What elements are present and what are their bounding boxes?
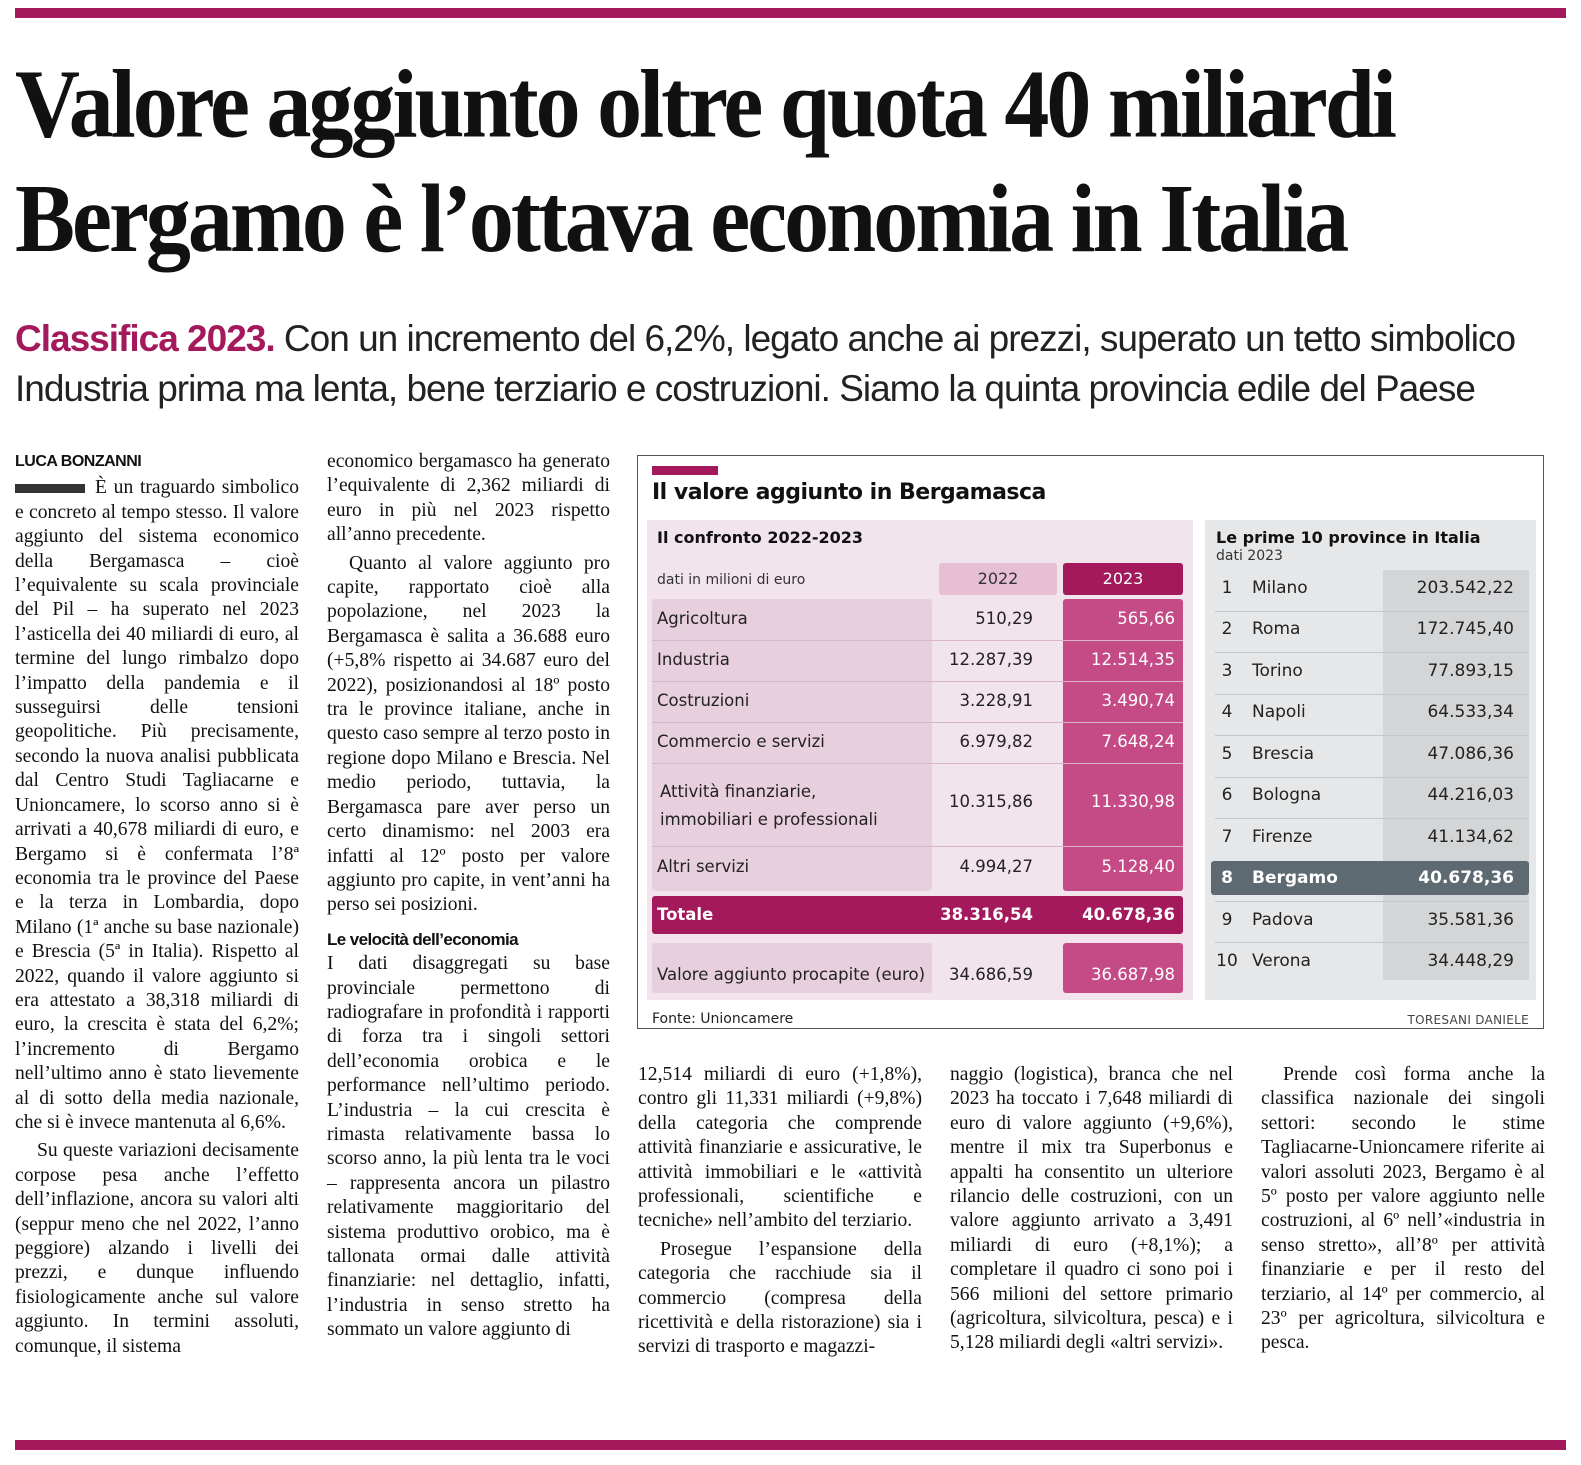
province-rank: 6 <box>1221 785 1233 805</box>
procapite-value-2022: 34.686,59 <box>949 965 1033 984</box>
subhead-kicker: Classifica 2023. <box>15 318 275 359</box>
row-label: Agricoltura <box>657 609 748 628</box>
total-value-2023: 40.678,36 <box>1082 905 1175 924</box>
row-value-2022: 510,29 <box>975 609 1033 628</box>
row-value-2022: 4.994,27 <box>959 857 1033 876</box>
row-value-2023: 12.514,35 <box>1091 650 1175 669</box>
col2-paragraph-1: economico bergamasco ha generato l’equivalente di 2,362 miliardi di euro in più nel 2023 rispetto all’anno precedente. <box>327 451 610 546</box>
province-name: Padova <box>1252 910 1314 930</box>
year-header-2023: 2023 <box>1063 563 1183 595</box>
col2-paragraph-2: Quanto al valore aggiunto pro capite, rapportato cioè alla popolazione, nel 2023 la Bergamasca è salita a 36.688 euro (+5,8% rispetto ai 34.687 euro del 2022), posizionandosi al 18º posto tra le province italiane, anche in questo caso sempre al terzo posto in regione dopo Milano e Brescia. Nel medio periodo, tuttavia, la Bergamasca pare aver perso un certo dinamismo: nel 2003 era infatti al 12º posto per valore aggiunto pro capite, in vent’anni ha perso sei posizioni. <box>327 552 610 916</box>
row-value-2022: 6.979,82 <box>959 732 1033 751</box>
province-rank: 3 <box>1221 661 1233 681</box>
headline-line-2: Bergamo è l’ottava economia in Italia <box>15 165 1347 273</box>
source-note: Fonte: Unioncamere <box>652 1011 794 1027</box>
article-column-5 <box>1261 1063 1545 1356</box>
row-label: Industria <box>657 650 730 669</box>
subhead-line-1: Con un incremento del 6,2%, legato anche ai prezzi, superato un tetto simbolico <box>274 318 1516 359</box>
bottom-rule <box>15 1440 1566 1450</box>
infographic <box>637 455 1544 1029</box>
province-value: 172.745,40 <box>1416 619 1514 639</box>
province-rank: 1 <box>1221 578 1233 598</box>
graphic-credit: TORESANI DANIELE <box>1407 1013 1529 1027</box>
top-provinces-panel <box>1205 520 1536 1000</box>
total-value-2022: 38.316,54 <box>940 905 1033 924</box>
province-value: 34.448,29 <box>1427 951 1514 971</box>
row-separator <box>1215 777 1529 778</box>
row-label: Altri servizi <box>657 857 750 876</box>
col3-paragraph-1: 12,514 miliardi di euro (+1,8%), contro gli 11,331 miliardi (+9,8%) della categoria che comprende attività finanziarie e assicurative, le attività immobiliari e le «attività professionali, scientifiche e tecniche» nell’ambito del terziario. <box>638 1064 922 1232</box>
year-header-2022: 2022 <box>939 563 1057 595</box>
col2-paragraph-3: I dati disaggregati su base provinciale permettono di radiografare in profondità i rapporti di forza tra i singoli settori dell’economia orobica e le performance nell’ultimo periodo. L’industria – la cui crescita è rimasta relativamente bassa lo scorso anno, la più lenta tra le voci – rappresenta ancora un pilastro relativamente maggioritario del sistema produttivo orobico, ma è tallonata ormai dalle attività finanziarie: nel dettaglio, infatti, l’industria in senso stretto ha sommato un valore aggiunto di <box>327 953 610 1341</box>
province-value: 41.134,62 <box>1427 827 1514 847</box>
province-rank: 8 <box>1221 868 1233 888</box>
province-rank: 5 <box>1221 744 1233 764</box>
province-name: Brescia <box>1252 744 1315 764</box>
col5-paragraph-1: Prende così forma anche la classifica nazionale dei singoli settori: secondo le stime Tagliacarne-Unioncamere riferite ai valori assoluti 2023, Bergamo è al 5º posto per valore aggiunto nelle costruzioni, al 6º nell’«industria in senso stretto», all’8º per attività finanziarie e per il resto del terziario, al 14º per commercio, al 23º per agricoltura, silvicoltura e pesca. <box>1261 1064 1545 1354</box>
province-value: 35.581,36 <box>1427 910 1514 930</box>
row-separator <box>1215 735 1529 736</box>
province-value: 64.533,34 <box>1427 702 1514 722</box>
province-name: Bologna <box>1252 785 1322 805</box>
procapite-value-2023: 36.687,98 <box>1091 965 1175 984</box>
row-separator <box>652 640 1183 641</box>
article-column-3 <box>638 1063 922 1360</box>
row-separator <box>1215 901 1529 902</box>
headline <box>15 48 1575 277</box>
province-value: 40.678,36 <box>1418 868 1514 888</box>
province-name: Firenze <box>1252 827 1313 847</box>
comparison-title: Il confronto 2022-2023 <box>657 528 864 547</box>
row-label-line-1: Attività finanziarie, <box>660 782 817 801</box>
row-separator <box>652 763 1183 764</box>
comparison-panel <box>647 520 1193 1000</box>
row-separator <box>652 722 1183 723</box>
col1-paragraph-2: Su queste variazioni decisamente corpose pesa anche l’effetto dell’inflazione, ancora su valori alti (seppur meno che nel 2022, l’anno peggiore) alzando i livelli dei prezzi, e dunque influendo fisiologicamente anche sul valore aggiunto. In termini assoluti, comunque, il sistema <box>15 1140 299 1357</box>
province-value: 77.893,15 <box>1427 661 1514 681</box>
row-label: Costruzioni <box>657 691 750 710</box>
row-separator <box>1215 818 1529 819</box>
row-label-line-2: immobiliari e professionali <box>660 810 878 829</box>
infographic-accent <box>652 466 718 475</box>
row-value-2023: 5.128,40 <box>1101 857 1175 876</box>
section-heading: Le velocità dell’economia <box>327 929 518 949</box>
row-value-2023: 3.490,74 <box>1101 691 1175 710</box>
lead-marker <box>15 484 85 493</box>
row-label: Commercio e servizi <box>657 732 825 751</box>
row-separator <box>652 846 1183 847</box>
procapite-label: Valore aggiunto procapite (euro) <box>657 965 926 984</box>
province-name: Torino <box>1252 661 1303 681</box>
top-provinces-title: Le prime 10 province in Italia <box>1216 528 1481 547</box>
row-value-2023: 7.648,24 <box>1101 732 1175 751</box>
article-column-2 <box>327 450 610 1343</box>
row-separator <box>1215 611 1529 612</box>
row-value-2023: 11.330,98 <box>1091 792 1175 811</box>
infographic-title: Il valore aggiunto in Bergamasca <box>652 480 1046 505</box>
total-label: Totale <box>657 905 714 924</box>
province-name: Napoli <box>1252 702 1306 722</box>
row-separator <box>1215 942 1529 943</box>
subheadline <box>15 314 1575 414</box>
row-value-2022: 3.228,91 <box>959 691 1033 710</box>
province-value: 47.086,36 <box>1427 744 1514 764</box>
province-rank: 2 <box>1221 619 1233 639</box>
province-name: Milano <box>1252 578 1308 598</box>
col4-paragraph-1: naggio (logistica), branca che nel 2023 ha toccato i 7,648 miliardi di euro di valore aggiunto (+9,6%), mentre il mix tra Superbonus e appalti ha consentito un ulteriore rilancio delle costruzioni, con un valore aggiunto arrivato a 3,491 miliardi di euro (+8,1%); a completare il quadro ci sono poi i 566 milioni del settore primario (agricoltura, silvicoltura, pesca) e i 5,128 miliardi degli «altri servizi». <box>950 1064 1233 1354</box>
province-name: Verona <box>1252 951 1311 971</box>
article-column-1 <box>15 450 299 1359</box>
province-value: 203.542,22 <box>1416 578 1514 598</box>
row-separator <box>652 681 1183 682</box>
row-value-2022: 10.315,86 <box>949 792 1033 811</box>
byline: LUCA BONZANNI <box>15 453 142 470</box>
province-name: Bergamo <box>1252 868 1338 888</box>
province-value: 44.216,03 <box>1427 785 1514 805</box>
col1-paragraph-1: È un traguardo simbolico e concreto al tempo stesso. Il valore aggiunto del sistema economico della Bergamasca – cioè l’equivalente su scala provinciale del Pil – ha superato nel 2023 l’asticella dei 40 miliardi di euro, al termine del lungo rimbalzo dopo l’impatto della pandemia e il susseguirsi delle tensioni geopolitiche. Più precisamente, secondo la nuova analisi pubblicata dal Centro Studi Tagliacarne e Unioncamere, lo scorso anno si è arrivati a 40,678 miliardi di euro, e Bergamo si è confermata l’8ª economia tra le province del Paese e la terza in Lombardia, dopo Milano (1ª anche su base nazionale) e Brescia (5ª in Italia). Rispetto al 2022, quando il valore aggiunto si era attestato a 38,318 miliardi di euro, la crescita è stata del 6,2%; l’incremento di Bergamo nell’ultimo anno è stato lievemente al di sotto della media nazionale, che si è invece mantenuta al 6,6%. <box>15 477 299 1133</box>
article-column-4 <box>950 1063 1233 1356</box>
units-label: dati in milioni di euro <box>657 572 806 588</box>
row-value-2023: 565,66 <box>1117 609 1175 628</box>
row-value-2022: 12.287,39 <box>949 650 1033 669</box>
headline-line-1: Valore aggiunto oltre quota 40 miliardi <box>15 51 1394 159</box>
top-rule <box>15 8 1566 18</box>
province-name: Roma <box>1252 619 1301 639</box>
province-rank: 7 <box>1221 827 1233 847</box>
top-provinces-subtitle: dati 2023 <box>1216 548 1283 564</box>
row-separator <box>1215 652 1529 653</box>
row-label <box>660 778 878 834</box>
province-rank: 9 <box>1221 910 1233 930</box>
subhead-line-2: Industria prima ma lenta, bene terziario e costruzioni. Siamo la quinta provincia edile del Paese <box>15 368 1475 409</box>
province-rank: 4 <box>1221 702 1233 722</box>
col3-paragraph-2: Prosegue l’espansione della categoria che racchiude sia il commercio (compresa della ricettività e della ristorazione) sia i servizi di trasporto e magazzi- <box>638 1238 922 1358</box>
province-rank: 10 <box>1216 951 1238 971</box>
row-separator <box>1215 694 1529 695</box>
